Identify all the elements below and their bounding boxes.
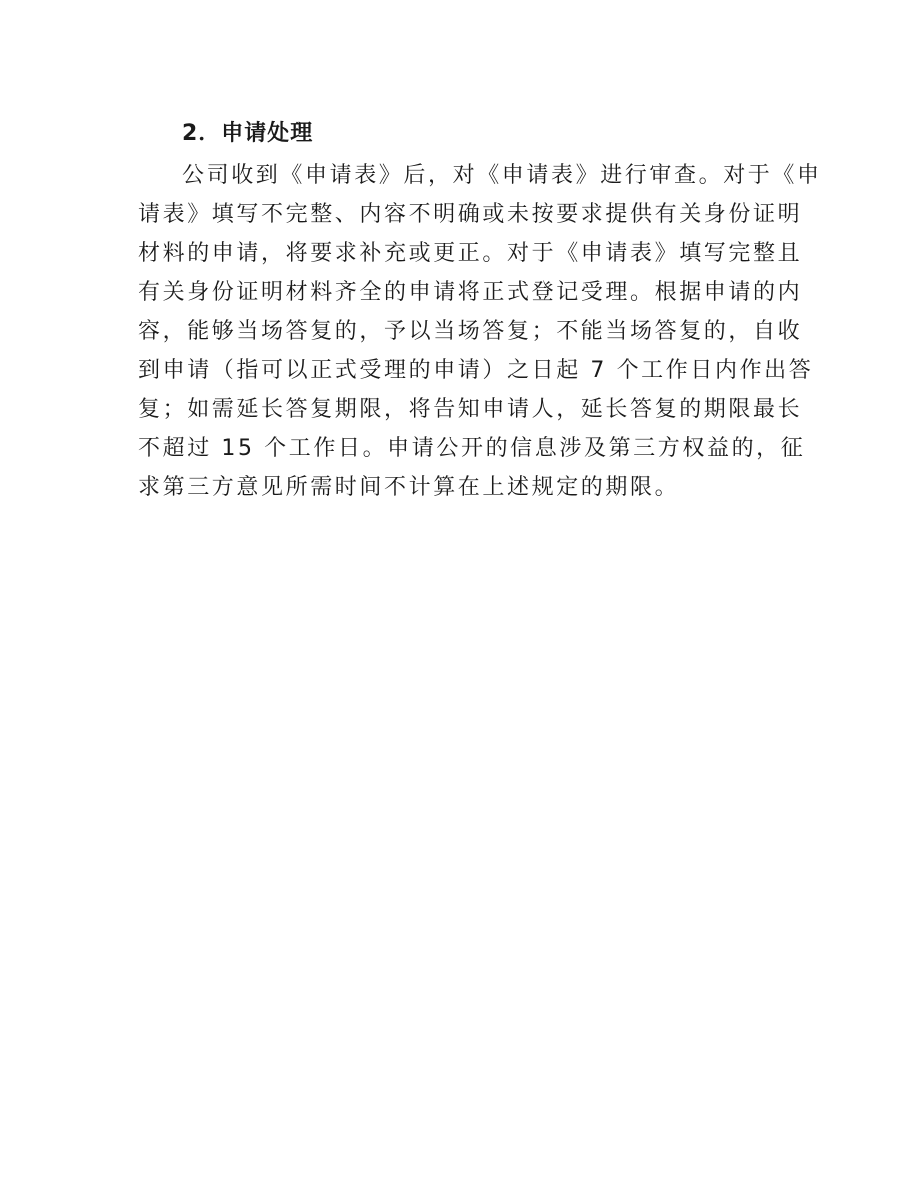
section-heading: 2．申请处理 bbox=[182, 121, 314, 146]
paragraph-line: 不超过 15 个工作日。申请公开的信息涉及第三方权益的，征 bbox=[138, 436, 806, 461]
paragraph-line: 材料的申请，将要求补充或更正。对于《申请表》填写完整且 bbox=[138, 241, 803, 266]
paragraph-line: 到申请（指可以正式受理的申请）之日起 7 个工作日内作出答 bbox=[138, 358, 814, 383]
paragraph-line: 请表》填写不完整、内容不明确或未按要求提供有关身份证明 bbox=[138, 202, 803, 227]
paragraph-line: 公司收到《申请表》后，对《申请表》进行审查。对于《申 bbox=[182, 163, 822, 188]
paragraph-line: 容，能够当场答复的，予以当场答复；不能当场答复的，自收 bbox=[138, 319, 803, 344]
paragraph-line: 求第三方意见所需时间不计算在上述规定的期限。 bbox=[138, 475, 680, 500]
paragraph-line: 有关身份证明材料齐全的申请将正式登记受理。根据申请的内 bbox=[138, 280, 803, 305]
body-paragraph bbox=[138, 156, 822, 507]
paragraph-line: 复；如需延长答复期限，将告知申请人，延长答复的期限最长 bbox=[138, 397, 803, 422]
